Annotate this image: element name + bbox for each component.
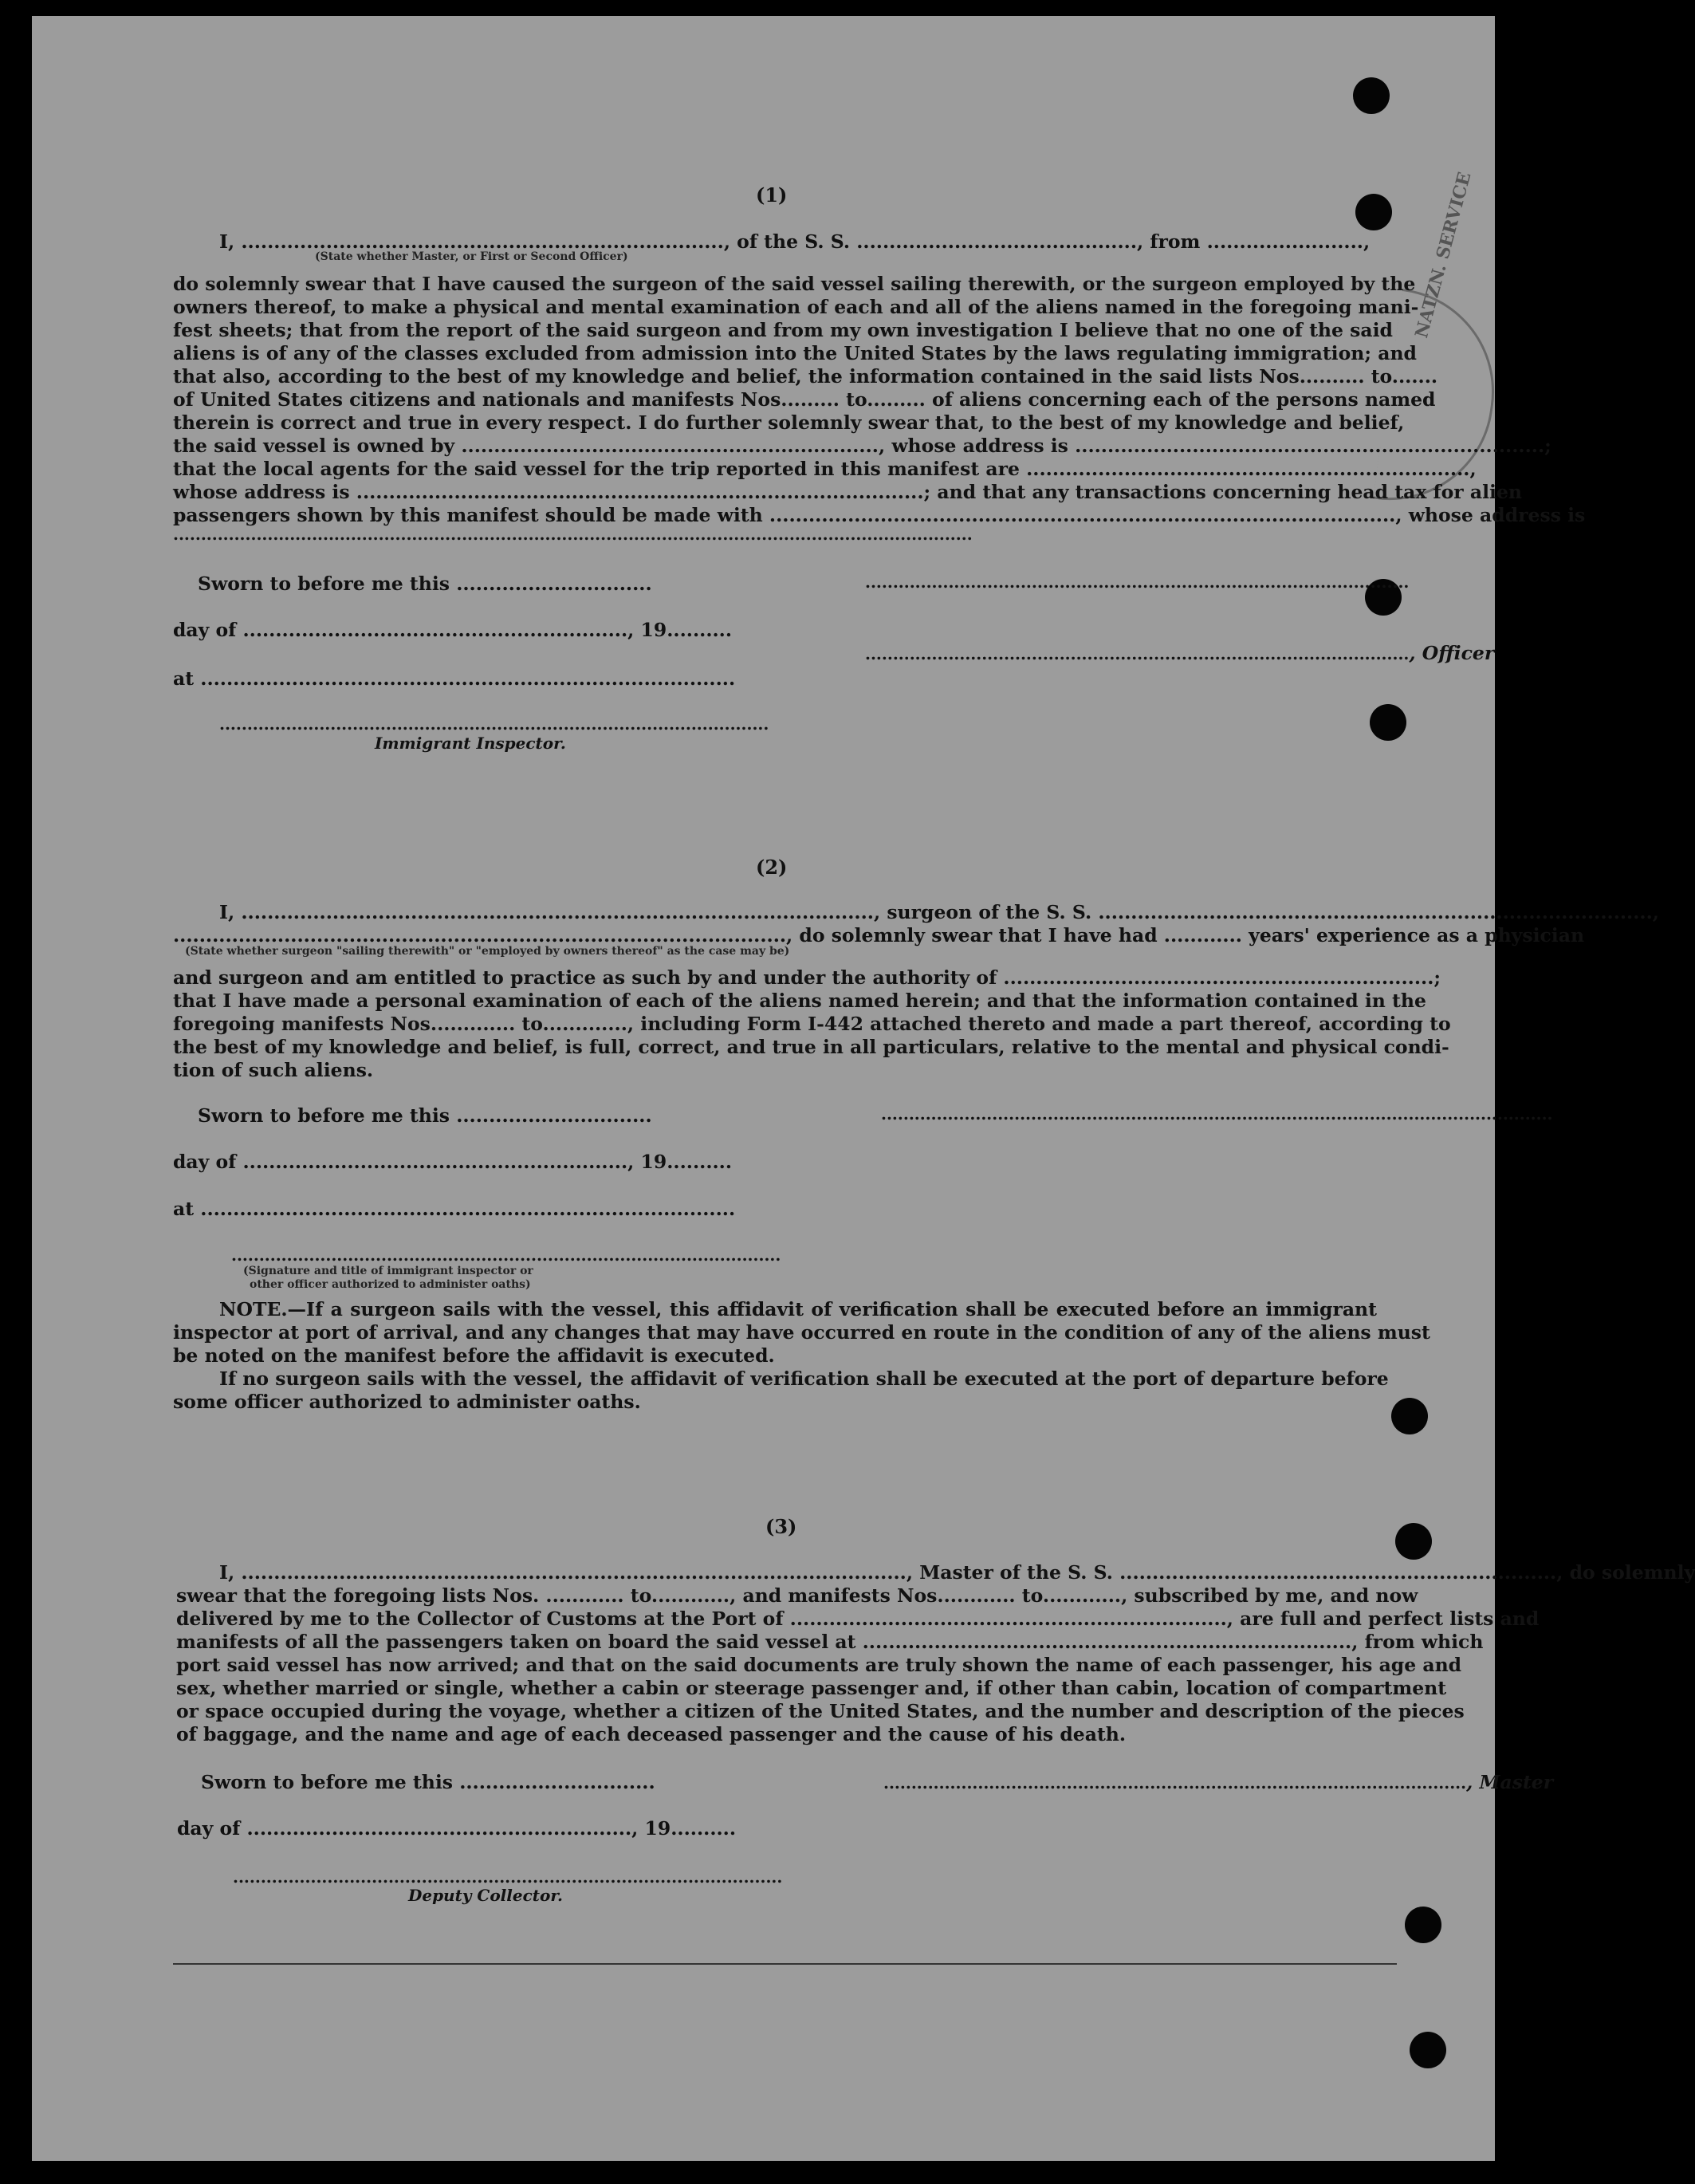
section2-sworn-sig-dots: ......................................................................................................................... (881, 1104, 1553, 1123)
section2-at: at .................................................................................. (173, 1198, 736, 1220)
section3-body-line: manifests of all the passengers taken on board the said vessel at ..........................................................................., from which (176, 1631, 1484, 1653)
section3-body-line: delivered by me to the Collector of Customs at the Port of ..................................................................., are full and perfect lists and (176, 1608, 1540, 1630)
section2-note2-line: some officer authorized to administer oaths. (173, 1391, 641, 1413)
section1-body-line: that also, according to the best of my knowledge and belief, the information contained in the said lists Nos.......... to....... (173, 365, 1438, 388)
section1-officer-sig-dots: .................................................................................................. (865, 573, 1410, 592)
section3-body-line: of baggage, and the name and age of each deceased passenger and the cause of his death. (176, 1723, 1127, 1745)
text: , from (1137, 230, 1201, 253)
section1-body-line: that the local agents for the said vessel for the trip reported in this manifest are ...................................................................., (173, 458, 1477, 480)
section3-body-line: sex, whether married or single, whether a cabin or steerage passenger and, if other than cabin, location of compartment (176, 1677, 1447, 1699)
section3-number: (3) (765, 1515, 797, 1538)
section1-number: (1) (756, 183, 788, 207)
section1-last-dots: ................................................................................................................................................ (173, 525, 973, 544)
section1-body-line: of United States citizens and nationals and manifests Nos......... to......... of aliens concerning each of the persons named (173, 388, 1436, 411)
section2-caption2b: other officer authorized to administer oaths) (250, 1278, 531, 1291)
section1-body-line: fest sheets; that from the report of the said surgeon and from my own investigation I believe that no one of the said (173, 319, 1393, 341)
section1-day-of: day of ..........................................................., 19.......... (173, 619, 733, 641)
section3-sworn: Sworn to before me this .............................. (201, 1771, 655, 1793)
section3-deputy-collector: Deputy Collector. (408, 1886, 564, 1905)
punch-hole (1410, 2032, 1446, 2068)
stamp-text: NATZN. SERVICE (1411, 170, 1476, 340)
section1-body-line: owners thereof, to make a physical and mental examination of each and all of the aliens named in the foregoing mani- (173, 296, 1419, 318)
section1-body-line: passengers shown by this manifest should be made with ................................................................................................, whose address is (173, 504, 1586, 526)
section2-body-line: that I have made a personal examination of each of the aliens named herein; and that the information contained in the (173, 990, 1426, 1012)
text: I, (219, 230, 235, 253)
section2-note2-line: If no surgeon sails with the vessel, the affidavit of verification shall be executed at the port of departure before (219, 1367, 1389, 1390)
section2-body-line: the best of my knowledge and belief, is full, correct, and true in all particulars, relative to the mental and physical condi- (173, 1036, 1449, 1058)
section1-caption: (State whether Master, or First or Second Officer) (315, 250, 628, 263)
punch-hole (1355, 194, 1392, 230)
section1-sworn: Sworn to before me this .............................. (198, 573, 652, 595)
section2-sig-dots: ................................................................................................... (231, 1245, 781, 1265)
section2-body-line: and surgeon and am entitled to practice as such by and under the authority of ..................................................................; (173, 966, 1441, 989)
section1-at: at .................................................................................. (173, 667, 736, 690)
section3-body-line: port said vessel has now arrived; and that on the said documents are truly shown the name of each passenger, his age and (176, 1654, 1462, 1676)
master-label: , Master (1466, 1771, 1554, 1793)
section1-officer-line (865, 642, 1494, 664)
dots: .......................................................................... (241, 230, 724, 253)
section2-note-line: inspector at port of arrival, and any changes that may have occurred en route in the condition of any of the aliens must (173, 1321, 1430, 1344)
section1-body-line: aliens is of any of the classes excluded from admission into the United States by the laws regulating immigration; and (173, 342, 1417, 364)
section2-note-line: NOTE.—If a surgeon sails with the vessel, this affidavit of verification shall be executed before an immigrant (219, 1298, 1377, 1320)
section3-body-line: I, ......................................................................................................, Master of the S. S. ..................................................................., do solemnly (219, 1561, 1695, 1584)
punch-hole (1353, 77, 1390, 114)
section1-first-line (219, 230, 1370, 253)
section2-line2: .............................................................................................., do solemnly swear that I have had ............ years' experience as a physician (173, 924, 1585, 946)
section1-body-line: whose address is .......................................................................................; and that any transactions concerning head tax for alien (173, 481, 1522, 503)
section2-line1: I, ................................................................................................., surgeon of the S. S. ....................................................................................., (219, 901, 1659, 923)
section1-immigrant-inspector: Immigrant Inspector. (375, 734, 566, 753)
dots: ......................................................................................................... (883, 1773, 1467, 1792)
section2-body-line: tion of such aliens. (173, 1059, 374, 1081)
dots: ........................, (1206, 230, 1371, 253)
section2-day-of: day of ..........................................................., 19.......... (173, 1151, 733, 1173)
dots: ........................................... (856, 230, 1138, 253)
section3-day-of: day of ..........................................................., 19.......... (177, 1817, 737, 1840)
punch-hole (1405, 1907, 1441, 1943)
section3-master-line (883, 1771, 1553, 1793)
section3-sig-dots: ................................................................................................... (233, 1867, 783, 1887)
text: , of the S. S. (723, 230, 851, 253)
section1-body-line: do solemnly swear that I have caused the surgeon of the said vessel sailing therewith, or the surgeon employed by the (173, 273, 1416, 295)
section2-number: (2) (756, 856, 788, 879)
section3-body-line: swear that the foregoing lists Nos. ............ to............, and manifests Nos............ to............, subscribed by me, and now (176, 1584, 1418, 1607)
section2-caption2a: (Signature and title of immigrant inspector or (243, 1265, 533, 1277)
punch-hole (1395, 1523, 1432, 1560)
section2-sworn: Sworn to before me this .............................. (198, 1104, 652, 1127)
punch-hole (1370, 704, 1406, 741)
section2-caption: (State whether surgeon "sailing therewith" or "employed by owners thereof" as the case may be) (185, 945, 790, 958)
section3-body-line: or space occupied during the voyage, whether a citizen of the United States, and the number and description of the pieces (176, 1700, 1465, 1722)
section1-inspector-sig-dots: ................................................................................................... (219, 714, 769, 734)
officer-label: , Officer (1409, 642, 1495, 664)
section1-body-line: the said vessel is owned by ................................................................, whose address is ........................................................................; (173, 435, 1551, 457)
dots: .................................................................................................. (865, 644, 1410, 663)
section2-note-line: be noted on the manifest before the affidavit is executed. (173, 1344, 775, 1367)
section1-body-line: therein is correct and true in every respect. I do further solemnly swear that, to the best of my knowledge and belief, (173, 411, 1405, 434)
bottom-divider (173, 1963, 1397, 1965)
section2-body-line: foregoing manifests Nos............. to............., including Form I-442 attached thereto and made a part thereof, according to (173, 1013, 1451, 1035)
punch-hole (1391, 1398, 1428, 1434)
